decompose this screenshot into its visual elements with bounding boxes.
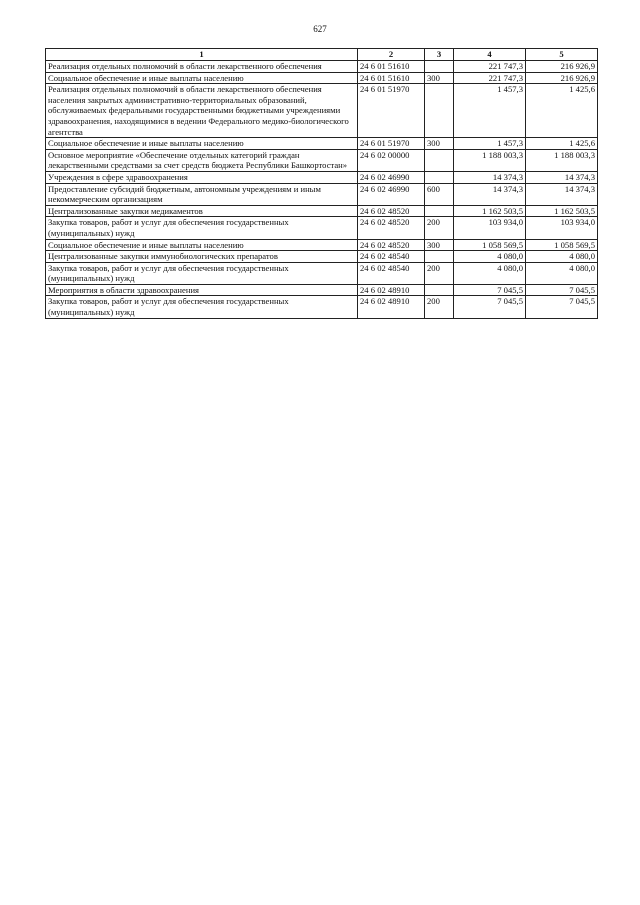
row-expense-type bbox=[425, 61, 454, 73]
row-code: 24 6 02 48540 bbox=[358, 262, 425, 284]
column-header-code: 2 bbox=[358, 49, 425, 61]
row-expense-type: 300 bbox=[425, 72, 454, 84]
row-code: 24 6 02 48520 bbox=[358, 239, 425, 251]
row-name: Социальное обеспечение и иные выплаты населению bbox=[46, 138, 358, 150]
column-header-name: 1 bbox=[46, 49, 358, 61]
row-expense-type: 600 bbox=[425, 183, 454, 205]
row-name: Учреждения в сфере здравоохранения bbox=[46, 171, 358, 183]
row-name: Предоставление субсидий бюджетным, автономным учреждениям и иным некоммерческим организациям bbox=[46, 183, 358, 205]
page-number: 627 bbox=[313, 24, 327, 34]
row-expense-type bbox=[425, 171, 454, 183]
row-code: 24 6 02 48520 bbox=[358, 217, 425, 239]
row-expense-type: 200 bbox=[425, 217, 454, 239]
row-amount-1: 4 080,0 bbox=[454, 251, 526, 263]
row-amount-1: 1 457,3 bbox=[454, 84, 526, 138]
row-code: 24 6 01 51970 bbox=[358, 138, 425, 150]
column-header-amount-1: 4 bbox=[454, 49, 526, 61]
row-expense-type bbox=[425, 149, 454, 171]
row-amount-1: 1 058 569,5 bbox=[454, 239, 526, 251]
row-amount-2: 216 926,9 bbox=[526, 61, 598, 73]
row-amount-1: 1 162 503,5 bbox=[454, 205, 526, 217]
row-amount-2: 1 058 569,5 bbox=[526, 239, 598, 251]
row-amount-2: 1 425,6 bbox=[526, 138, 598, 150]
row-expense-type: 300 bbox=[425, 239, 454, 251]
row-code: 24 6 01 51610 bbox=[358, 72, 425, 84]
row-amount-1: 14 374,3 bbox=[454, 171, 526, 183]
table-row bbox=[46, 149, 598, 171]
table-row bbox=[46, 217, 598, 239]
row-expense-type: 200 bbox=[425, 296, 454, 318]
row-name: Реализация отдельных полномочий в области лекарственного обеспечения населения закрытых административно-территориальных образований, обслуживаемых федеральными государственными бюджетными учреждениями здравоохранения, находящимися в ведении Федерального медико-биологического агентства bbox=[46, 84, 358, 138]
row-amount-1: 1 457,3 bbox=[454, 138, 526, 150]
row-name: Социальное обеспечение и иные выплаты населению bbox=[46, 239, 358, 251]
table-row bbox=[46, 205, 598, 217]
row-expense-type: 200 bbox=[425, 262, 454, 284]
row-amount-1: 103 934,0 bbox=[454, 217, 526, 239]
table-body bbox=[46, 61, 598, 319]
row-name: Социальное обеспечение и иные выплаты населению bbox=[46, 72, 358, 84]
row-name: Закупка товаров, работ и услуг для обеспечения государственных (муниципальных) нужд bbox=[46, 262, 358, 284]
row-code: 24 6 02 48520 bbox=[358, 205, 425, 217]
column-header-amount-2: 5 bbox=[526, 49, 598, 61]
table-row bbox=[46, 84, 598, 138]
row-amount-1: 4 080,0 bbox=[454, 262, 526, 284]
row-name: Мероприятия в области здравоохранения bbox=[46, 284, 358, 296]
table-row bbox=[46, 72, 598, 84]
row-amount-1: 7 045,5 bbox=[454, 296, 526, 318]
row-amount-2: 103 934,0 bbox=[526, 217, 598, 239]
table-row bbox=[46, 183, 598, 205]
row-amount-2: 216 926,9 bbox=[526, 72, 598, 84]
row-code: 24 6 02 48540 bbox=[358, 251, 425, 263]
row-amount-1: 7 045,5 bbox=[454, 284, 526, 296]
row-amount-2: 4 080,0 bbox=[526, 251, 598, 263]
row-name: Закупка товаров, работ и услуг для обеспечения государственных (муниципальных) нужд bbox=[46, 296, 358, 318]
budget-table bbox=[45, 48, 598, 319]
row-expense-type bbox=[425, 284, 454, 296]
table-row bbox=[46, 61, 598, 73]
row-code: 24 6 02 48910 bbox=[358, 296, 425, 318]
row-expense-type: 300 bbox=[425, 138, 454, 150]
table-row bbox=[46, 284, 598, 296]
row-code: 24 6 02 46990 bbox=[358, 171, 425, 183]
table-row bbox=[46, 296, 598, 318]
row-amount-2: 7 045,5 bbox=[526, 284, 598, 296]
row-amount-2: 7 045,5 bbox=[526, 296, 598, 318]
row-amount-2: 14 374,3 bbox=[526, 171, 598, 183]
row-amount-2: 1 188 003,3 bbox=[526, 149, 598, 171]
row-code: 24 6 02 46990 bbox=[358, 183, 425, 205]
row-amount-1: 221 747,3 bbox=[454, 72, 526, 84]
table-row bbox=[46, 262, 598, 284]
table-row bbox=[46, 171, 598, 183]
row-name: Централизованные закупки иммунобиологических препаратов bbox=[46, 251, 358, 263]
table-row bbox=[46, 239, 598, 251]
row-name: Реализация отдельных полномочий в области лекарственного обеспечения bbox=[46, 61, 358, 73]
table-header-row bbox=[46, 49, 598, 61]
row-amount-1: 14 374,3 bbox=[454, 183, 526, 205]
row-expense-type bbox=[425, 251, 454, 263]
row-expense-type bbox=[425, 84, 454, 138]
row-name: Основное мероприятие «Обеспечение отдельных категорий граждан лекарственными средствами за счет средств бюджета Республики Башкортостан» bbox=[46, 149, 358, 171]
row-name: Централизованные закупки медикаментов bbox=[46, 205, 358, 217]
row-amount-1: 1 188 003,3 bbox=[454, 149, 526, 171]
row-expense-type bbox=[425, 205, 454, 217]
row-code: 24 6 01 51610 bbox=[358, 61, 425, 73]
row-amount-2: 1 425,6 bbox=[526, 84, 598, 138]
table-row bbox=[46, 138, 598, 150]
row-amount-2: 1 162 503,5 bbox=[526, 205, 598, 217]
row-amount-1: 221 747,3 bbox=[454, 61, 526, 73]
row-code: 24 6 02 48910 bbox=[358, 284, 425, 296]
row-amount-2: 14 374,3 bbox=[526, 183, 598, 205]
column-header-type: 3 bbox=[425, 49, 454, 61]
row-name: Закупка товаров, работ и услуг для обеспечения государственных (муниципальных) нужд bbox=[46, 217, 358, 239]
row-code: 24 6 02 00000 bbox=[358, 149, 425, 171]
row-code: 24 6 01 51970 bbox=[358, 84, 425, 138]
table-row bbox=[46, 251, 598, 263]
row-amount-2: 4 080,0 bbox=[526, 262, 598, 284]
